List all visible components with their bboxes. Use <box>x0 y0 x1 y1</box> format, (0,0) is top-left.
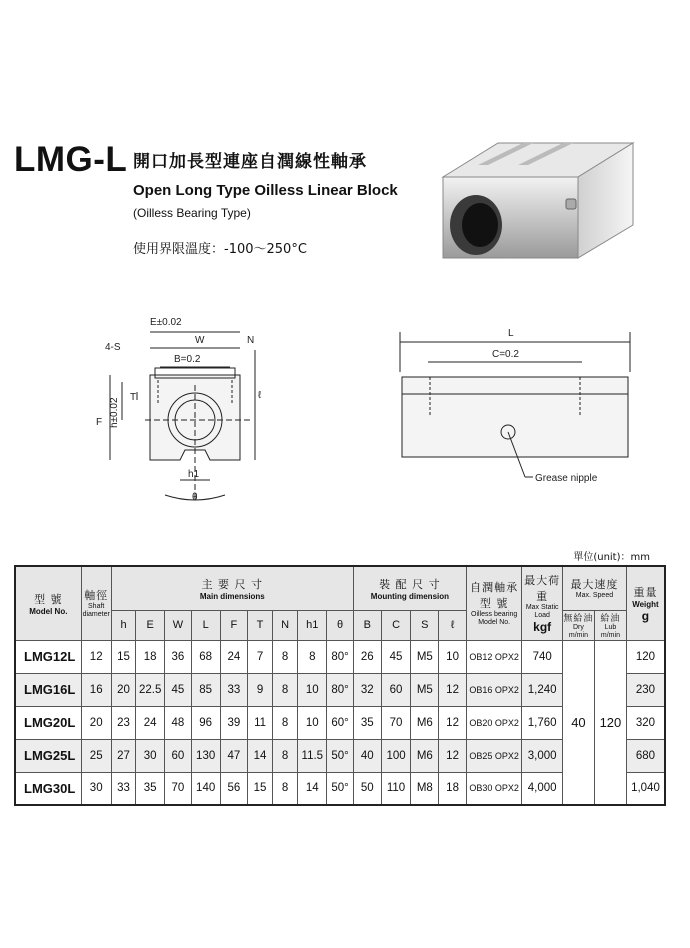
cell-model: LMG16L <box>15 673 81 706</box>
col-dry: 無給油 Dry m/min <box>562 610 594 640</box>
cell-d: 12 <box>81 640 111 673</box>
cell-h1: 10 <box>298 673 327 706</box>
col-t: T <box>248 610 273 640</box>
cell-w: 45 <box>165 673 192 706</box>
cell-f: 47 <box>220 739 248 772</box>
cell-t: 15 <box>248 772 273 805</box>
cell-load: 4,000 <box>522 772 563 805</box>
cell-bearing: OB30 OPX2 <box>466 772 521 805</box>
cell-l: 68 <box>191 640 220 673</box>
cell-bearing: OB12 OPX2 <box>466 640 521 673</box>
cell-d: 30 <box>81 772 111 805</box>
weight-header: 重量 Weight g <box>626 566 665 640</box>
mounting-dimension-header: 裝 配 尺 寸 Mounting dimension <box>353 566 466 610</box>
table-row <box>15 640 665 673</box>
cell-l: 130 <box>191 739 220 772</box>
label-h: h±0.02 <box>109 397 120 428</box>
subtitle: (Oilless Bearing Type) <box>133 206 251 220</box>
col-c: C <box>381 610 411 640</box>
label-c: C=0.2 <box>492 349 519 360</box>
label-n: N <box>247 335 255 346</box>
cell-ll: 12 <box>439 706 467 739</box>
cell-s: M8 <box>411 772 439 805</box>
title-english: Open Long Type Oilless Linear Block <box>133 182 398 199</box>
cell-n: 8 <box>272 673 298 706</box>
cell-b: 26 <box>353 640 381 673</box>
speed-header: 最大速度 Max. Speed <box>562 566 626 610</box>
cell-weight: 230 <box>626 673 665 706</box>
label-b: B=0.2 <box>174 354 201 365</box>
label-e: E±0.02 <box>150 317 182 328</box>
cell-bearing: OB20 OPX2 <box>466 706 521 739</box>
cell-theta: 50° <box>327 739 354 772</box>
col-f: F <box>220 610 248 640</box>
cell-e: 18 <box>136 640 165 673</box>
cell-h: 23 <box>111 706 136 739</box>
cell-load: 740 <box>522 640 563 673</box>
cell-s: M6 <box>411 706 439 739</box>
col-shaft-header: 軸徑 Shaft diameter <box>81 566 111 640</box>
cell-h: 20 <box>111 673 136 706</box>
cell-e: 35 <box>136 772 165 805</box>
cell-h1: 11.5 <box>298 739 327 772</box>
col-h: h <box>111 610 136 640</box>
cell-model: LMG12L <box>15 640 81 673</box>
cell-speed-dry: 40 <box>562 640 594 805</box>
cell-load: 1,240 <box>522 673 563 706</box>
col-s: S <box>411 610 439 640</box>
cell-load: 1,760 <box>522 706 563 739</box>
cell-b: 32 <box>353 673 381 706</box>
cell-w: 48 <box>165 706 192 739</box>
cell-n: 8 <box>272 772 298 805</box>
cell-speed-lub: 120 <box>594 640 626 805</box>
cell-theta: 80° <box>327 673 354 706</box>
cell-model: LMG30L <box>15 772 81 805</box>
cell-s: M5 <box>411 640 439 673</box>
label-theta: θ <box>192 492 198 503</box>
cell-s: M5 <box>411 673 439 706</box>
col-lub: 給油 Lub m/min <box>594 610 626 640</box>
cell-f: 33 <box>220 673 248 706</box>
cell-c: 110 <box>381 772 411 805</box>
cell-weight: 1,040 <box>626 772 665 805</box>
cell-weight: 120 <box>626 640 665 673</box>
cell-h: 27 <box>111 739 136 772</box>
cell-w: 36 <box>165 640 192 673</box>
label-4s: 4-S <box>105 342 121 353</box>
col-h1: h1 <box>298 610 327 640</box>
side-view-drawing <box>390 322 650 492</box>
cell-ll: 12 <box>439 739 467 772</box>
title-chinese: 開口加長型連座自潤線性軸承 <box>133 152 367 172</box>
cell-e: 22.5 <box>136 673 165 706</box>
col-n: N <box>272 610 298 640</box>
label-f: F <box>96 417 103 428</box>
label-h1: h1 <box>188 469 200 480</box>
cell-d: 20 <box>81 706 111 739</box>
col-l-small: ℓ <box>439 610 467 640</box>
model-title: LMG-L <box>14 140 128 179</box>
cell-t: 14 <box>248 739 273 772</box>
temperature-range: 使用界限溫度：-100～250°C <box>133 242 307 257</box>
cell-w: 60 <box>165 739 192 772</box>
cell-b: 50 <box>353 772 381 805</box>
label-t: T <box>130 392 137 403</box>
cell-f: 39 <box>220 706 248 739</box>
load-header: 最大荷重 Max Static Load kgf <box>522 566 563 640</box>
cell-ll: 18 <box>439 772 467 805</box>
cell-s: M6 <box>411 739 439 772</box>
spec-table <box>14 565 666 806</box>
cell-t: 9 <box>248 673 273 706</box>
cell-h1: 8 <box>298 640 327 673</box>
label-l: L <box>508 328 514 339</box>
cell-c: 100 <box>381 739 411 772</box>
cell-l: 85 <box>191 673 220 706</box>
cell-bearing: OB25 OPX2 <box>466 739 521 772</box>
cell-w: 70 <box>165 772 192 805</box>
cell-n: 8 <box>272 706 298 739</box>
cell-load: 3,000 <box>522 739 563 772</box>
col-e: E <box>136 610 165 640</box>
cell-c: 45 <box>381 640 411 673</box>
cell-b: 40 <box>353 739 381 772</box>
cell-h: 15 <box>111 640 136 673</box>
front-view-drawing <box>90 310 275 510</box>
cell-h1: 10 <box>298 706 327 739</box>
cell-ll: 12 <box>439 673 467 706</box>
cell-t: 7 <box>248 640 273 673</box>
label-l-small: ℓ <box>258 390 262 401</box>
cell-h1: 14 <box>298 772 327 805</box>
cell-bearing: OB16 OPX2 <box>466 673 521 706</box>
cell-ll: 10 <box>439 640 467 673</box>
col-theta: θ <box>327 610 354 640</box>
col-w: W <box>165 610 192 640</box>
cell-c: 60 <box>381 673 411 706</box>
cell-weight: 680 <box>626 739 665 772</box>
cell-model: LMG25L <box>15 739 81 772</box>
col-l: L <box>191 610 220 640</box>
col-b: B <box>353 610 381 640</box>
label-w: W <box>195 335 205 346</box>
cell-l: 96 <box>191 706 220 739</box>
cell-f: 56 <box>220 772 248 805</box>
cell-d: 16 <box>81 673 111 706</box>
cell-e: 30 <box>136 739 165 772</box>
cell-h: 33 <box>111 772 136 805</box>
cell-weight: 320 <box>626 706 665 739</box>
cell-l: 140 <box>191 772 220 805</box>
cell-c: 70 <box>381 706 411 739</box>
main-dimensions-header: 主 要 尺 寸 Main dimensions <box>111 566 353 610</box>
cell-t: 11 <box>248 706 273 739</box>
cell-model: LMG20L <box>15 706 81 739</box>
product-photo <box>438 125 638 260</box>
label-grease: Grease nipple <box>535 473 598 484</box>
cell-theta: 60° <box>327 706 354 739</box>
cell-n: 8 <box>272 640 298 673</box>
cell-theta: 80° <box>327 640 354 673</box>
cell-b: 35 <box>353 706 381 739</box>
cell-e: 24 <box>136 706 165 739</box>
col-model-header: 型 號 Model No. <box>15 566 81 640</box>
bearing-model-header: 自潤軸承 型 號 Oilless bearing Model No. <box>466 566 521 640</box>
cell-d: 25 <box>81 739 111 772</box>
cell-n: 8 <box>272 739 298 772</box>
cell-f: 24 <box>220 640 248 673</box>
cell-theta: 50° <box>327 772 354 805</box>
unit-label: 單位(unit)：mm <box>573 552 650 563</box>
